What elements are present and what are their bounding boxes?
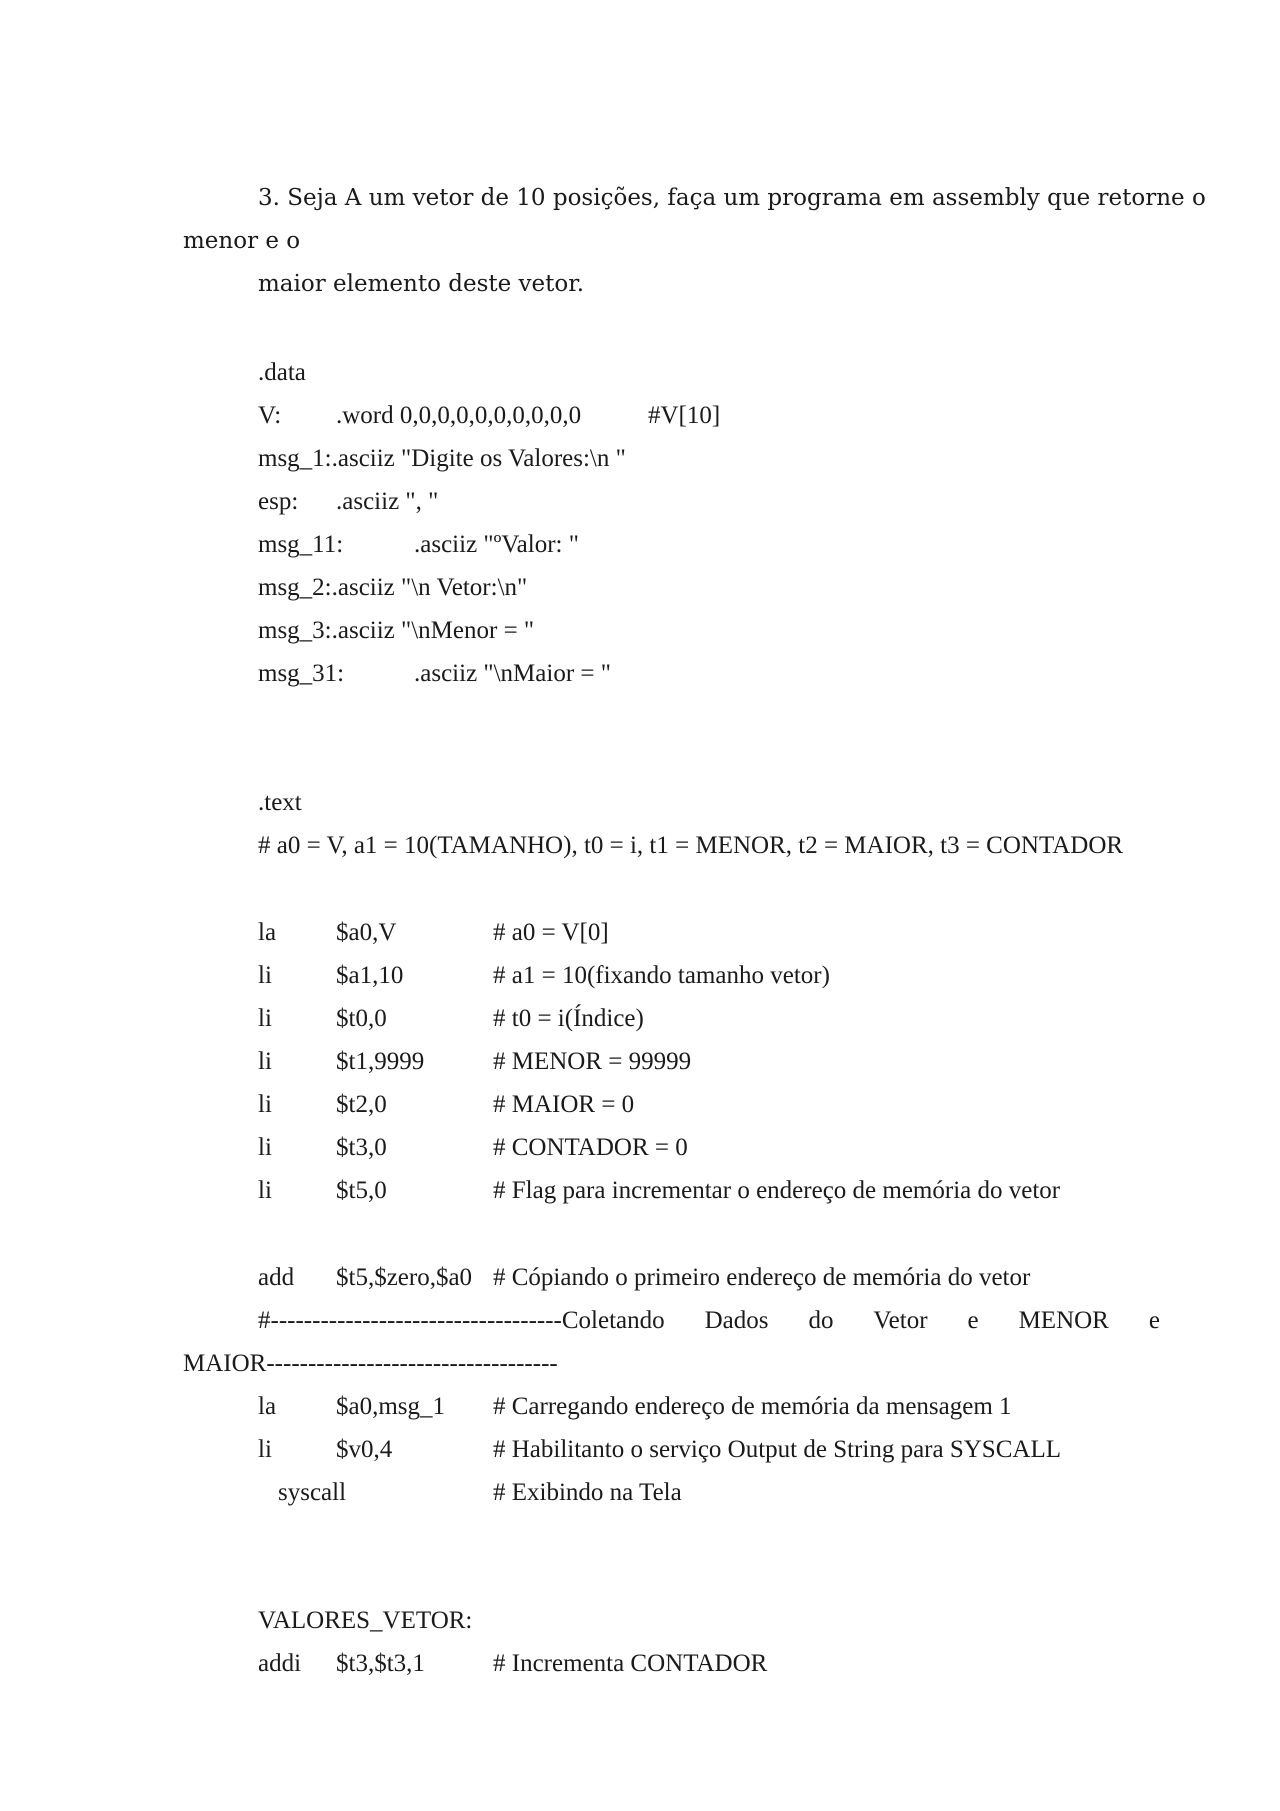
data-directive: .data bbox=[258, 359, 306, 386]
instruction-comment: # Incrementa CONTADOR bbox=[493, 1650, 768, 1677]
code-label: msg_11: bbox=[258, 531, 344, 558]
opcode: li bbox=[258, 1177, 272, 1204]
operands: $t1,9999 bbox=[336, 1048, 425, 1075]
operands: $t0,0 bbox=[336, 1005, 387, 1032]
operands: $t5,$zero,$a0 bbox=[336, 1264, 473, 1291]
opcode: la bbox=[258, 919, 277, 946]
separator-continuation: MAIOR----------------------------------- bbox=[183, 1350, 558, 1377]
opcode: li bbox=[258, 1436, 272, 1463]
question-line-2: menor e o bbox=[183, 228, 301, 254]
instruction-line bbox=[258, 1089, 635, 1121]
code-line: msg_3:.asciiz "\nMenor = " bbox=[258, 617, 535, 644]
instruction-line bbox=[258, 1477, 682, 1509]
instruction-line bbox=[258, 1391, 1012, 1423]
instruction-line bbox=[258, 1648, 768, 1680]
register-comment: # a0 = V, a1 = 10(TAMANHO), t0 = i, t1 = MENOR, t2 = MAIOR, t3 = CONTADOR bbox=[258, 832, 1124, 859]
instruction-line bbox=[258, 1003, 644, 1035]
instruction-comment: # MAIOR = 0 bbox=[493, 1091, 635, 1118]
code-line bbox=[258, 486, 439, 518]
operands: $t2,0 bbox=[336, 1091, 387, 1118]
separator-word: e bbox=[967, 1307, 979, 1334]
instruction-comment: # Carregando endereço de memória da mensagem 1 bbox=[493, 1393, 1012, 1420]
code-line: msg_2:.asciiz "\n Vetor:\n" bbox=[258, 574, 528, 601]
question-line-1: 3. Seja A um vetor de 10 posições, faça um programa em assembly que retorne o bbox=[258, 185, 1206, 211]
instruction-line bbox=[258, 1434, 1061, 1466]
operands: $t3,$t3,1 bbox=[336, 1650, 425, 1677]
separator-word: MENOR bbox=[1018, 1307, 1109, 1334]
instruction-line bbox=[258, 1262, 1031, 1294]
separator-word: do bbox=[808, 1307, 834, 1334]
instruction-comment: # MENOR = 99999 bbox=[493, 1048, 692, 1075]
code-line bbox=[258, 400, 721, 432]
code-line bbox=[258, 658, 611, 690]
instruction-line bbox=[258, 1132, 688, 1164]
separator-word: #-----------------------------------Coletando bbox=[258, 1307, 665, 1334]
separator-word: Vetor bbox=[873, 1307, 928, 1334]
operands: $a0,msg_1 bbox=[336, 1393, 446, 1420]
instruction-comment: # t0 = i(Índice) bbox=[493, 1005, 644, 1032]
code-line bbox=[258, 529, 579, 561]
question-line-3: maior elemento deste vetor. bbox=[258, 271, 585, 297]
instruction-comment: # Exibindo na Tela bbox=[493, 1479, 682, 1506]
instruction-line bbox=[258, 1046, 692, 1078]
instruction-line bbox=[258, 917, 609, 949]
opcode: la bbox=[258, 1393, 277, 1420]
separator-comment bbox=[258, 1305, 1160, 1337]
operands: $t3,0 bbox=[336, 1134, 387, 1161]
instruction-comment: # a1 = 10(fixando tamanho vetor) bbox=[493, 962, 830, 989]
instruction-comment: # Habilitanto o serviço Output de String para SYSCALL bbox=[493, 1436, 1061, 1463]
operands: $a0,V bbox=[336, 919, 397, 946]
operands: $t5,0 bbox=[336, 1177, 387, 1204]
loop-label: VALORES_VETOR: bbox=[258, 1607, 473, 1634]
code-directive: .asciiz "\nMaior = " bbox=[414, 660, 611, 687]
operands: $a1,10 bbox=[336, 962, 404, 989]
separator-word: e bbox=[1148, 1307, 1160, 1334]
text-directive: .text bbox=[258, 789, 302, 816]
instruction-comment: # Cópiando o primeiro endereço de memória do vetor bbox=[493, 1264, 1031, 1291]
instruction-line bbox=[258, 960, 830, 992]
code-comment: #V[10] bbox=[648, 402, 721, 429]
code-directive: .asciiz "ºValor: " bbox=[414, 531, 579, 558]
code-directive: .asciiz ", " bbox=[336, 488, 439, 515]
opcode: li bbox=[258, 1134, 272, 1161]
instruction-comment: # CONTADOR = 0 bbox=[493, 1134, 688, 1161]
opcode: add bbox=[258, 1264, 295, 1291]
opcode: syscall bbox=[278, 1479, 347, 1506]
code-label: esp: bbox=[258, 488, 299, 515]
separator-word: Dados bbox=[704, 1307, 769, 1334]
operands: $v0,4 bbox=[336, 1436, 393, 1463]
opcode: li bbox=[258, 1005, 272, 1032]
opcode: addi bbox=[258, 1650, 302, 1677]
code-label: msg_31: bbox=[258, 660, 345, 687]
opcode: li bbox=[258, 1048, 272, 1075]
instruction-comment: # a0 = V[0] bbox=[493, 919, 609, 946]
opcode: li bbox=[258, 1091, 272, 1118]
opcode: li bbox=[258, 962, 272, 989]
code-directive: .word 0,0,0,0,0,0,0,0,0,0 bbox=[336, 402, 582, 429]
instruction-comment: # Flag para incrementar o endereço de memória do vetor bbox=[493, 1177, 1061, 1204]
instruction-line bbox=[258, 1175, 1061, 1207]
code-label: V: bbox=[258, 402, 282, 429]
code-line: msg_1:.asciiz "Digite os Valores:\n " bbox=[258, 445, 626, 472]
